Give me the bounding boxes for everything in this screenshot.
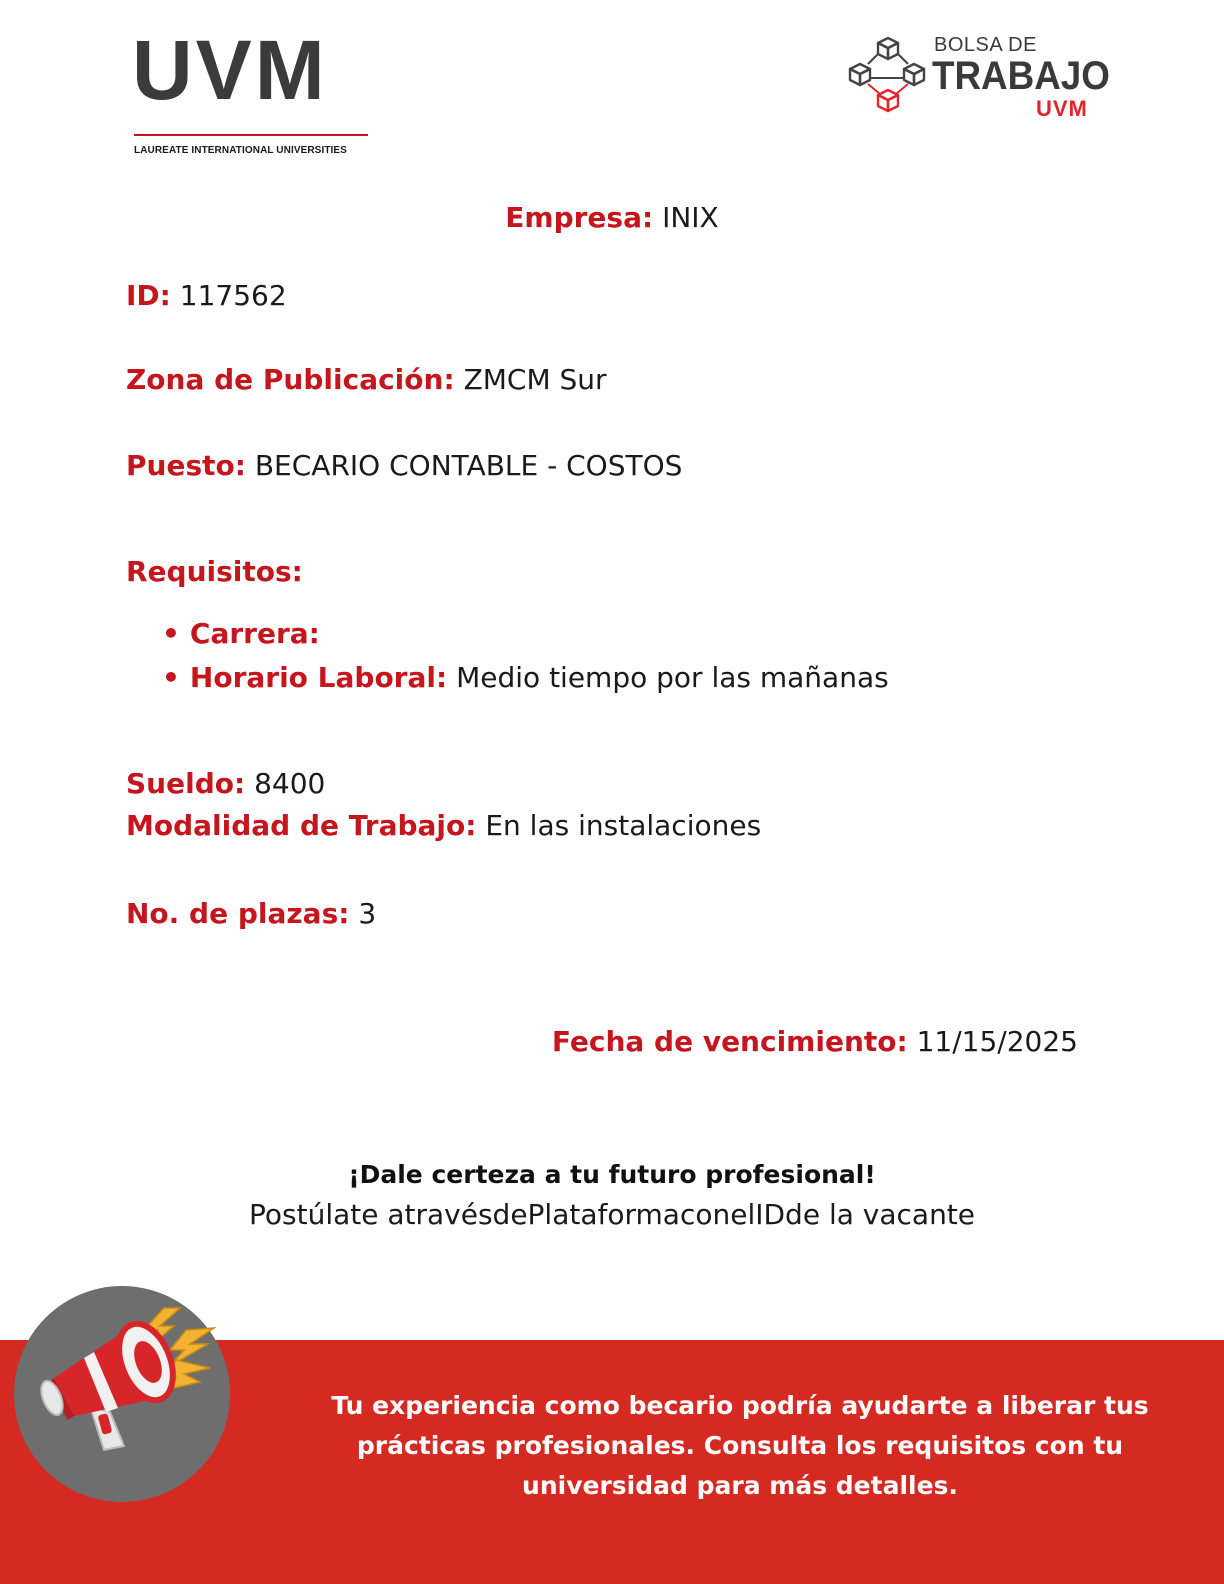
cta-headline: ¡Dale certeza a tu futuro profesional! — [348, 1160, 876, 1189]
requisito-label: Horario Laboral: — [189, 661, 448, 694]
puesto-label: Puesto: — [126, 449, 246, 482]
uvm-logo-tagline: LAUREATE INTERNATIONAL UNIVERSITIES — [134, 145, 347, 156]
bolsa-de-trabajo-logo — [848, 34, 1108, 124]
empresa-label: Empresa: — [505, 201, 654, 234]
id-label: ID: — [126, 279, 171, 312]
plazas-label: No. de plazas: — [126, 897, 350, 930]
requisitos-heading — [126, 554, 303, 590]
bullet-icon: • — [162, 661, 180, 694]
megaphone-icon — [14, 1286, 230, 1502]
zona-value: ZMCM Sur — [463, 363, 607, 396]
uvm-logo-wordmark: UVM — [132, 23, 328, 117]
bullet-icon: • — [162, 617, 180, 650]
requisito-value: Medio tiempo por las mañanas — [456, 661, 889, 694]
id-value: 117562 — [179, 279, 287, 312]
zona-label: Zona de Publicación: — [126, 363, 455, 396]
zona-field — [126, 362, 607, 398]
bolsa-logo-line1: BOLSA DE — [934, 34, 1037, 56]
sueldo-value: 8400 — [254, 767, 326, 800]
sueldo-field — [126, 766, 325, 802]
plazas-value: 3 — [358, 897, 377, 930]
puesto-value: BECARIO CONTABLE - COSTOS — [254, 449, 683, 482]
modalidad-field — [126, 808, 761, 844]
modalidad-value: En las instalaciones — [485, 809, 762, 842]
id-field — [126, 278, 287, 314]
bolsa-logo-line2: TRABAJO — [932, 54, 1110, 98]
cta-subline: Postúlate atravésdePlataformaconelIDde la vacante — [248, 1198, 976, 1231]
bolsa-logo-line3: UVM — [1036, 96, 1088, 121]
empresa-field — [0, 200, 1224, 236]
empresa-value: INIX — [662, 201, 719, 234]
requisitos-list — [162, 612, 889, 700]
plazas-field — [126, 896, 376, 932]
modalidad-label: Modalidad de Trabajo: — [126, 809, 477, 842]
fecha-field — [552, 1024, 1078, 1060]
puesto-field — [126, 448, 682, 484]
footer-message: Tu experiencia como becario podría ayudarte a liberar tus prácticas profesionales. Consulta los requisitos con tu universidad para más detalles. — [331, 1391, 1149, 1500]
fecha-label: Fecha de vencimiento: — [551, 1025, 908, 1058]
list-item — [162, 656, 889, 700]
requisitos-label: Requisitos: — [126, 555, 303, 588]
requisito-label: Carrera: — [189, 617, 320, 650]
cubes-network-icon — [848, 34, 932, 118]
sueldo-label: Sueldo: — [126, 767, 246, 800]
list-item — [162, 612, 889, 656]
fecha-value: 11/15/2025 — [916, 1025, 1078, 1058]
megaphone-badge — [14, 1286, 230, 1502]
uvm-logo-rule — [134, 134, 368, 136]
uvm-logo — [132, 23, 372, 156]
